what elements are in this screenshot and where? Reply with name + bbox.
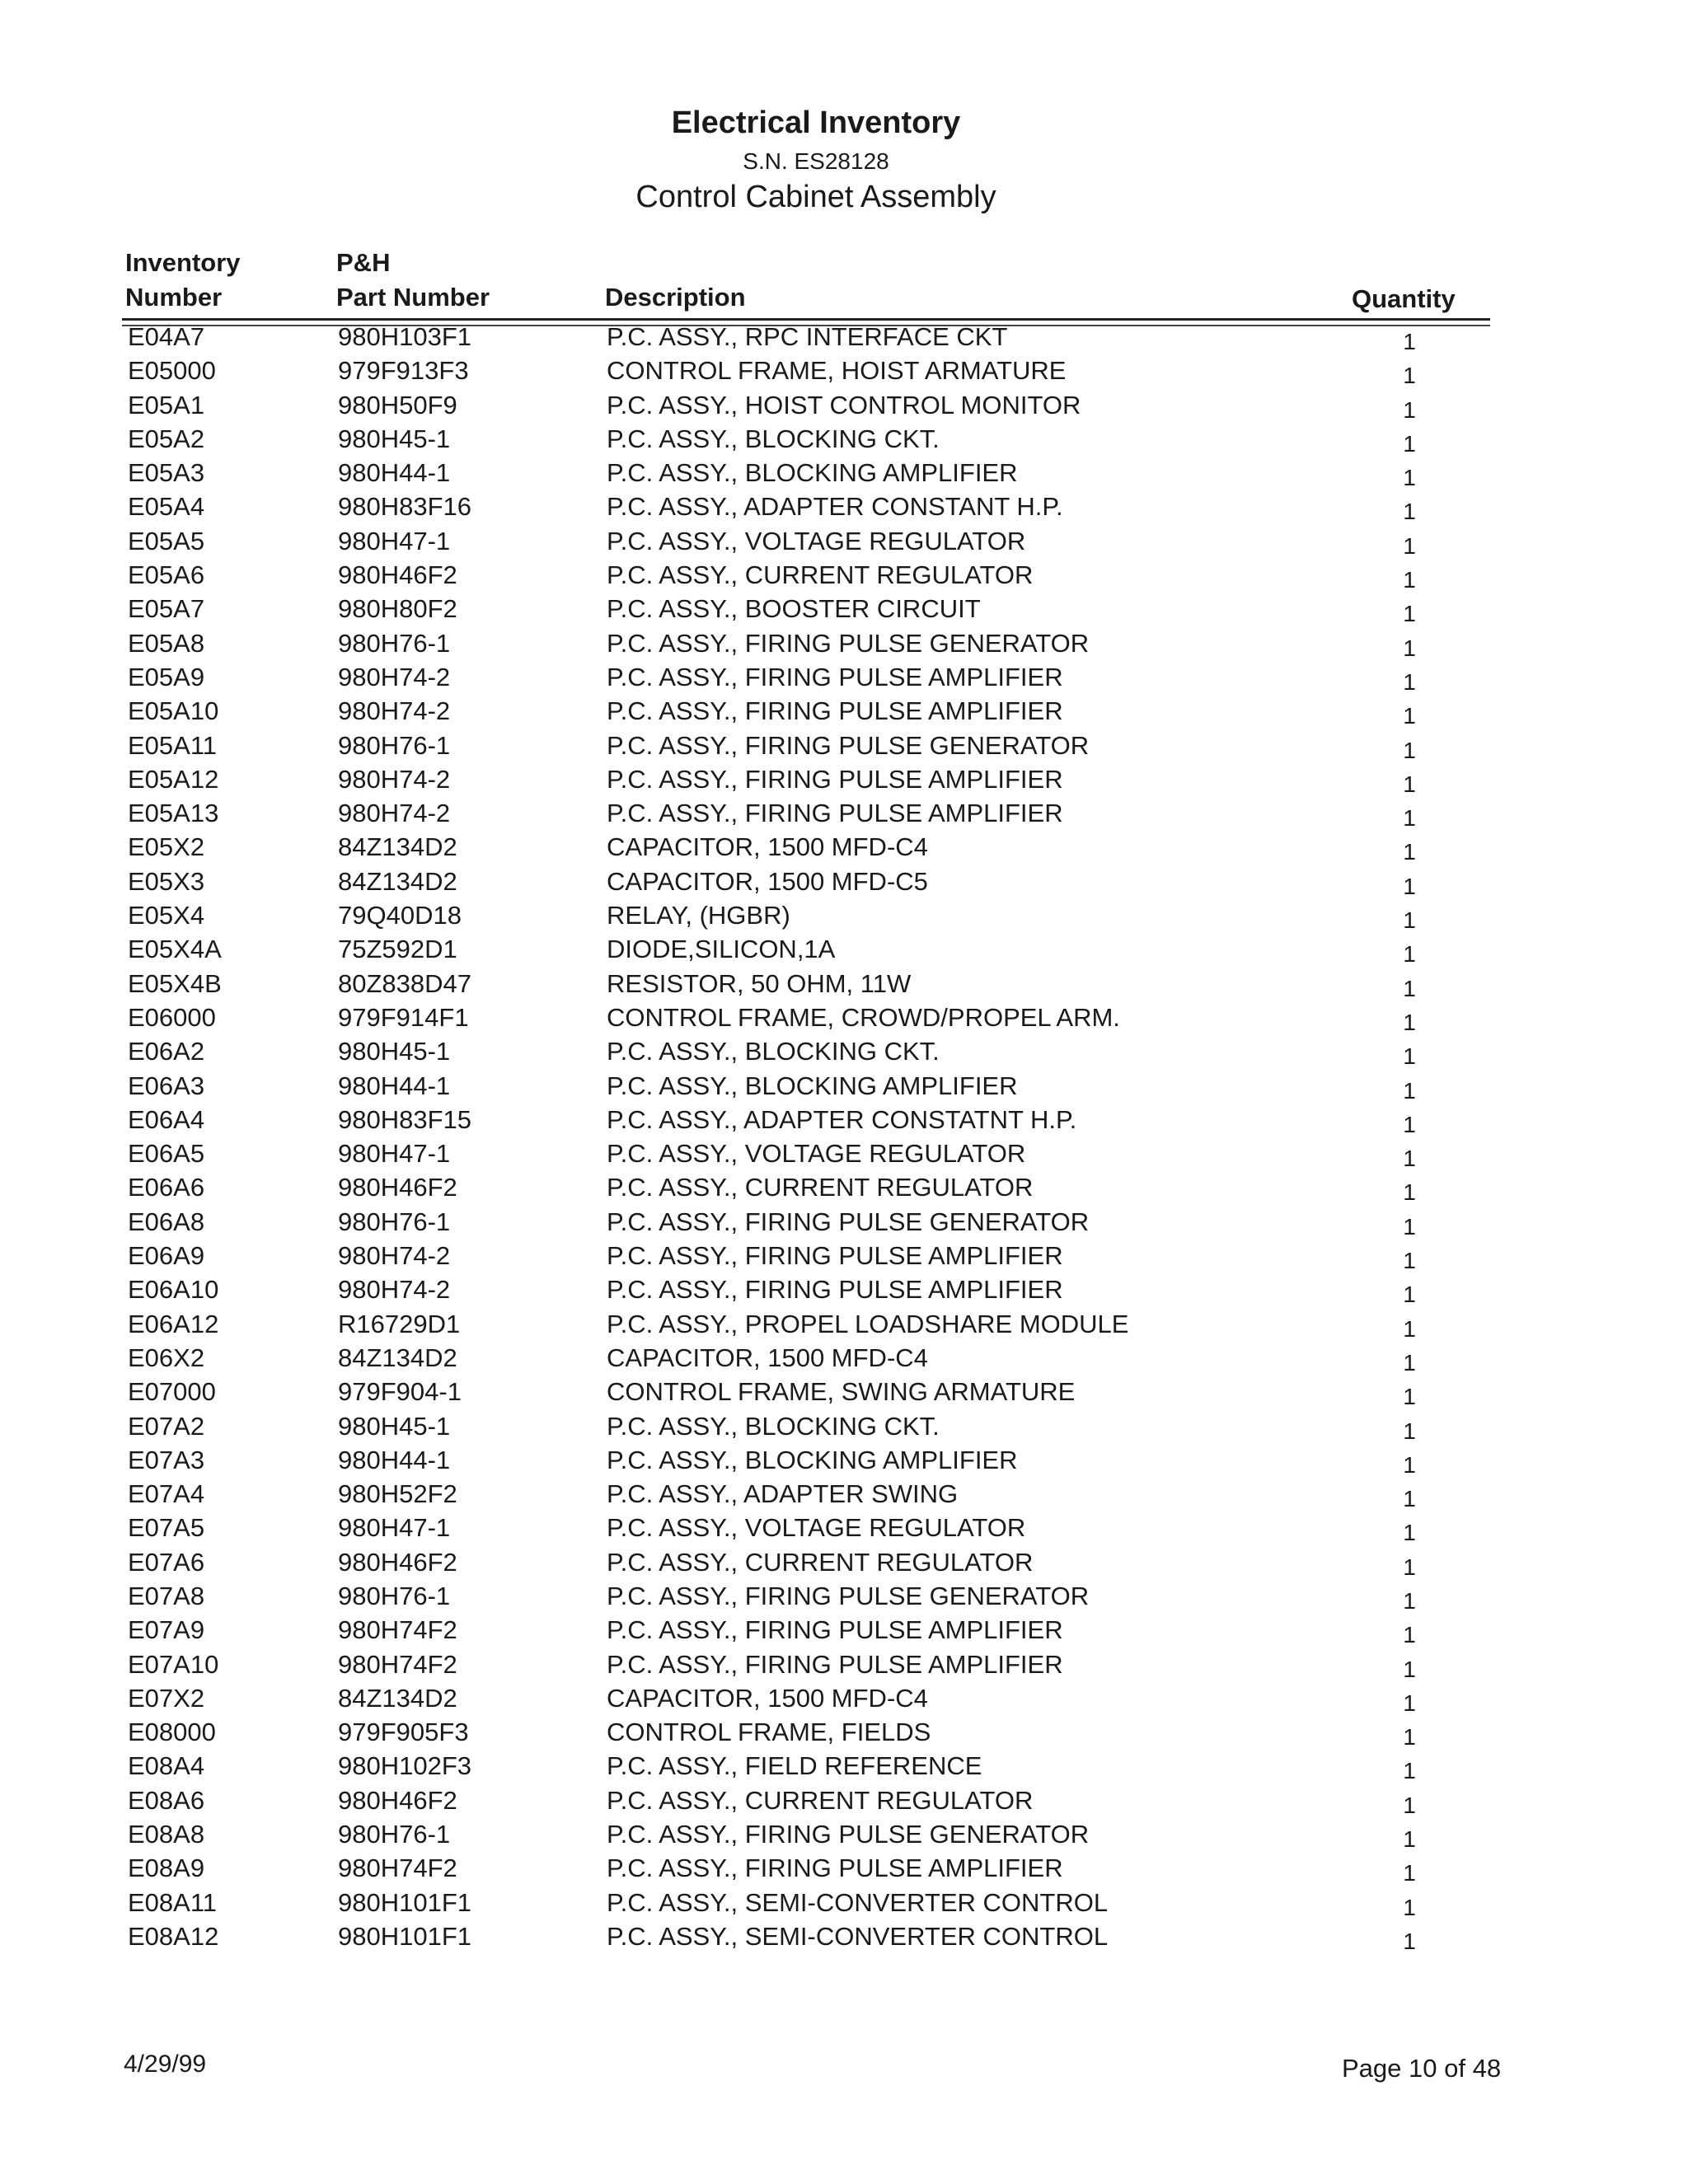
description-cell: P.C. ASSY., VOLTAGE REGULATOR bbox=[607, 1139, 1026, 1169]
part-number-cell: 980H76-1 bbox=[338, 1581, 451, 1610]
part-number-cell: 980H74F2 bbox=[338, 1854, 457, 1883]
quantity-cell: 1 bbox=[1403, 805, 1416, 832]
part-number-cell: 980H74-2 bbox=[338, 764, 451, 794]
part-number-cell: 980H76-1 bbox=[338, 730, 451, 760]
inventory-number-cell: E05X3 bbox=[128, 866, 205, 896]
table-row bbox=[0, 1443, 1688, 1477]
quantity-cell: 1 bbox=[1403, 430, 1416, 457]
inventory-number-cell: E06A12 bbox=[128, 1309, 219, 1338]
part-number-cell: 980H80F2 bbox=[338, 594, 457, 624]
inventory-number-cell: E05A6 bbox=[128, 560, 205, 590]
quantity-cell: 1 bbox=[1403, 1111, 1416, 1137]
description-cell: P.C. ASSY., BLOCKING AMPLIFIER bbox=[607, 458, 1018, 488]
description-cell: P.C. ASSY., FIRING PULSE AMPLIFIER bbox=[607, 1615, 1063, 1645]
table-row bbox=[0, 1886, 1688, 1919]
description-cell: P.C. ASSY., FIRING PULSE AMPLIFIER bbox=[607, 764, 1063, 794]
quantity-cell: 1 bbox=[1403, 1384, 1416, 1410]
inventory-number-cell: E08A11 bbox=[128, 1887, 218, 1917]
description-cell: P.C. ASSY., SEMI-CONVERTER CONTROL bbox=[607, 1921, 1109, 1951]
column-header-part-line2: Part Number bbox=[336, 283, 490, 312]
table-row bbox=[0, 1205, 1688, 1239]
table-row bbox=[0, 354, 1688, 387]
description-cell: P.C. ASSY., BLOCKING CKT. bbox=[607, 424, 940, 453]
part-number-cell: 980H74-2 bbox=[338, 1241, 451, 1271]
quantity-cell: 1 bbox=[1403, 499, 1416, 525]
table-row bbox=[0, 1239, 1688, 1272]
inventory-number-cell: E05A5 bbox=[128, 526, 205, 555]
quantity-cell: 1 bbox=[1403, 1792, 1416, 1818]
inventory-number-cell: E07A4 bbox=[128, 1479, 205, 1509]
table-row bbox=[0, 1851, 1688, 1885]
description-cell: DIODE,SILICON,1A bbox=[607, 935, 836, 964]
inventory-number-cell: E07A6 bbox=[128, 1547, 205, 1577]
table-row bbox=[0, 1170, 1688, 1204]
description-cell: CONTROL FRAME, HOIST ARMATURE bbox=[607, 356, 1067, 386]
table-row bbox=[0, 1477, 1688, 1511]
part-number-cell: 980H83F15 bbox=[338, 1104, 472, 1134]
part-number-cell: 980H47-1 bbox=[338, 1139, 451, 1169]
quantity-cell: 1 bbox=[1403, 1146, 1416, 1172]
inventory-number-cell: E06A3 bbox=[128, 1071, 205, 1100]
description-cell: P.C. ASSY., CURRENT REGULATOR bbox=[607, 1547, 1034, 1577]
part-number-cell: 980H46F2 bbox=[338, 560, 457, 590]
table-row bbox=[0, 729, 1688, 762]
part-number-cell: 980H74-2 bbox=[338, 1275, 451, 1305]
description-cell: P.C. ASSY., PROPEL LOADSHARE MODULE bbox=[607, 1309, 1129, 1338]
inventory-number-cell: E05X4B bbox=[128, 968, 222, 998]
quantity-cell: 1 bbox=[1403, 396, 1416, 423]
inventory-number-cell: E05A12 bbox=[128, 764, 219, 794]
quantity-cell: 1 bbox=[1403, 703, 1416, 729]
part-number-cell: 980H83F16 bbox=[338, 492, 472, 522]
table-row bbox=[0, 1647, 1688, 1681]
part-number-cell: 980H76-1 bbox=[338, 1207, 451, 1236]
table-row bbox=[0, 1681, 1688, 1715]
inventory-number-cell: E06A9 bbox=[128, 1241, 205, 1271]
quantity-cell: 1 bbox=[1403, 363, 1416, 389]
inventory-number-cell: E07A8 bbox=[128, 1581, 205, 1610]
quantity-cell: 1 bbox=[1403, 1928, 1416, 1954]
quantity-cell: 1 bbox=[1403, 907, 1416, 934]
column-header-part-number bbox=[336, 246, 490, 315]
part-number-cell: 979F905F3 bbox=[338, 1718, 469, 1747]
table-row bbox=[0, 388, 1688, 422]
quantity-cell: 1 bbox=[1403, 1520, 1416, 1546]
inventory-number-cell: E05A11 bbox=[128, 730, 218, 760]
part-number-cell: 980H103F1 bbox=[338, 322, 472, 351]
quantity-cell: 1 bbox=[1403, 873, 1416, 899]
quantity-cell: 1 bbox=[1403, 737, 1416, 763]
description-cell: P.C. ASSY., BLOCKING CKT. bbox=[607, 1037, 940, 1066]
description-cell: P.C. ASSY., BOOSTER CIRCUIT bbox=[607, 594, 981, 624]
table-row bbox=[0, 1511, 1688, 1544]
quantity-cell: 1 bbox=[1403, 329, 1416, 354]
inventory-number-cell: E08A6 bbox=[128, 1785, 205, 1815]
table-row bbox=[0, 694, 1688, 728]
description-cell: CONTROL FRAME, FIELDS bbox=[607, 1718, 931, 1747]
description-cell: CONTROL FRAME, SWING ARMATURE bbox=[607, 1377, 1076, 1407]
quantity-cell: 1 bbox=[1403, 1043, 1416, 1070]
table-row bbox=[0, 1103, 1688, 1137]
description-cell: CAPACITOR, 1500 MFD-C4 bbox=[607, 1343, 928, 1372]
inventory-number-cell: E05000 bbox=[128, 356, 216, 386]
table-row bbox=[0, 490, 1688, 523]
part-number-cell: 980H76-1 bbox=[338, 1820, 451, 1849]
column-header-inventory-number bbox=[125, 246, 241, 315]
part-number-cell: 979F913F3 bbox=[338, 356, 469, 386]
table-row bbox=[0, 592, 1688, 626]
description-cell: P.C. ASSY., FIRING PULSE AMPLIFIER bbox=[607, 799, 1063, 828]
footer-page-number: Page 10 of 48 bbox=[1342, 2054, 1502, 2083]
part-number-cell: 980H47-1 bbox=[338, 1513, 451, 1543]
document-subtitle: Control Cabinet Assembly bbox=[635, 180, 996, 214]
quantity-cell: 1 bbox=[1403, 1656, 1416, 1682]
part-number-cell: 979F904-1 bbox=[338, 1377, 462, 1407]
inventory-number-cell: E08A8 bbox=[128, 1820, 205, 1849]
part-number-cell: 980H52F2 bbox=[338, 1479, 457, 1509]
inventory-number-cell: E08000 bbox=[128, 1718, 216, 1747]
part-number-cell: 84Z134D2 bbox=[338, 832, 457, 862]
inventory-number-cell: E07A9 bbox=[128, 1615, 205, 1645]
inventory-number-cell: E08A12 bbox=[128, 1921, 219, 1951]
inventory-number-cell: E06A2 bbox=[128, 1037, 205, 1066]
table-row bbox=[0, 422, 1688, 456]
column-header-part-line1: P&H bbox=[336, 248, 391, 277]
quantity-cell: 1 bbox=[1403, 1587, 1416, 1614]
table-row bbox=[0, 1069, 1688, 1103]
part-number-cell: 980H74-2 bbox=[338, 662, 451, 691]
quantity-cell: 1 bbox=[1403, 1894, 1416, 1920]
part-number-cell: 75Z592D1 bbox=[338, 935, 457, 964]
quantity-cell: 1 bbox=[1403, 975, 1416, 1001]
part-number-cell: 980H45-1 bbox=[338, 1411, 451, 1441]
description-cell: P.C. ASSY., ADAPTER CONSTATNT H.P. bbox=[607, 1104, 1077, 1134]
inventory-number-cell: E06000 bbox=[128, 1002, 216, 1032]
part-number-cell: 980H50F9 bbox=[338, 390, 457, 419]
serial-number: S.N. ES28128 bbox=[743, 148, 889, 174]
table-row bbox=[0, 1919, 1688, 1953]
inventory-number-cell: E05A7 bbox=[128, 594, 205, 624]
part-number-cell: 979F914F1 bbox=[338, 1002, 469, 1032]
quantity-cell: 1 bbox=[1403, 532, 1416, 559]
description-cell: P.C. ASSY., FIRING PULSE AMPLIFIER bbox=[607, 662, 1063, 691]
quantity-cell: 1 bbox=[1403, 1690, 1416, 1716]
description-cell: P.C. ASSY., VOLTAGE REGULATOR bbox=[607, 1513, 1026, 1543]
description-cell: P.C. ASSY., BLOCKING AMPLIFIER bbox=[607, 1445, 1018, 1474]
table-row bbox=[0, 1375, 1688, 1408]
part-number-cell: 84Z134D2 bbox=[338, 1343, 457, 1372]
description-cell: P.C. ASSY., FIRING PULSE GENERATOR bbox=[607, 628, 1090, 658]
part-number-cell: 79Q40D18 bbox=[338, 901, 462, 930]
inventory-number-cell: E05A1 bbox=[128, 390, 205, 419]
part-number-cell: 980H46F2 bbox=[338, 1547, 457, 1577]
table-row bbox=[0, 1783, 1688, 1817]
quantity-cell: 1 bbox=[1403, 1860, 1416, 1886]
table-row bbox=[0, 1137, 1688, 1170]
table-row bbox=[0, 865, 1688, 898]
quantity-cell: 1 bbox=[1403, 1451, 1416, 1478]
part-number-cell: 980H44-1 bbox=[338, 1445, 451, 1474]
inventory-number-cell: E08A4 bbox=[128, 1751, 205, 1781]
document-title: Electrical Inventory bbox=[671, 105, 961, 140]
quantity-cell: 1 bbox=[1403, 1554, 1416, 1580]
part-number-cell: R16729D1 bbox=[338, 1309, 461, 1338]
inventory-number-cell: E05A3 bbox=[128, 458, 205, 488]
table-row bbox=[0, 1341, 1688, 1375]
quantity-cell: 1 bbox=[1403, 1282, 1416, 1308]
table-row bbox=[0, 320, 1688, 354]
inventory-number-cell: E07X2 bbox=[128, 1683, 205, 1713]
description-cell: P.C. ASSY., FIRING PULSE AMPLIFIER bbox=[607, 1241, 1063, 1271]
part-number-cell: 980H45-1 bbox=[338, 1037, 451, 1066]
part-number-cell: 84Z134D2 bbox=[338, 866, 457, 896]
description-cell: P.C. ASSY., FIRING PULSE GENERATOR bbox=[607, 730, 1090, 760]
inventory-number-cell: E06A8 bbox=[128, 1207, 205, 1236]
inventory-number-cell: E07A3 bbox=[128, 1445, 205, 1474]
quantity-cell: 1 bbox=[1403, 1418, 1416, 1444]
part-number-cell: 980H47-1 bbox=[338, 526, 451, 555]
table-row bbox=[0, 1272, 1688, 1306]
description-cell: P.C. ASSY., FIRING PULSE GENERATOR bbox=[607, 1581, 1090, 1610]
description-cell: P.C. ASSY., FIRING PULSE AMPLIFIER bbox=[607, 696, 1063, 726]
inventory-table bbox=[0, 320, 1688, 1953]
table-row bbox=[0, 558, 1688, 592]
table-row bbox=[0, 1034, 1688, 1068]
table-row bbox=[0, 456, 1688, 490]
part-number-cell: 84Z134D2 bbox=[338, 1683, 457, 1713]
footer-date: 4/29/99 bbox=[124, 2050, 207, 2078]
table-row bbox=[0, 796, 1688, 830]
part-number-cell: 980H45-1 bbox=[338, 424, 451, 453]
description-cell: P.C. ASSY., CURRENT REGULATOR bbox=[607, 560, 1034, 590]
part-number-cell: 980H44-1 bbox=[338, 1071, 451, 1100]
table-row bbox=[0, 1817, 1688, 1851]
description-cell: P.C. ASSY., FIELD REFERENCE bbox=[607, 1751, 982, 1781]
table-row bbox=[0, 626, 1688, 660]
quantity-cell: 1 bbox=[1403, 771, 1416, 797]
inventory-number-cell: E08A9 bbox=[128, 1854, 205, 1883]
inventory-number-cell: E05A10 bbox=[128, 696, 219, 726]
description-cell: P.C. ASSY., CURRENT REGULATOR bbox=[607, 1173, 1034, 1202]
inventory-number-cell: E05A4 bbox=[128, 492, 205, 522]
table-row bbox=[0, 1001, 1688, 1034]
quantity-cell: 1 bbox=[1403, 635, 1416, 661]
inventory-number-cell: E04A7 bbox=[128, 322, 205, 351]
description-cell: CAPACITOR, 1500 MFD-C5 bbox=[607, 866, 928, 896]
quantity-cell: 1 bbox=[1403, 839, 1416, 865]
quantity-cell: 1 bbox=[1403, 1315, 1416, 1342]
quantity-cell: 1 bbox=[1403, 1826, 1416, 1853]
part-number-cell: 980H74F2 bbox=[338, 1649, 457, 1679]
part-number-cell: 80Z838D47 bbox=[338, 968, 472, 998]
table-row bbox=[0, 524, 1688, 558]
description-cell: P.C. ASSY., FIRING PULSE GENERATOR bbox=[607, 1207, 1090, 1236]
table-row bbox=[0, 830, 1688, 864]
inventory-number-cell: E06A4 bbox=[128, 1104, 205, 1134]
inventory-number-cell: E06A10 bbox=[128, 1275, 219, 1305]
quantity-cell: 1 bbox=[1403, 1349, 1416, 1376]
description-cell: P.C. ASSY., SEMI-CONVERTER CONTROL bbox=[607, 1887, 1109, 1917]
quantity-cell: 1 bbox=[1403, 601, 1416, 627]
inventory-number-cell: E07A5 bbox=[128, 1513, 205, 1543]
quantity-cell: 1 bbox=[1403, 1077, 1416, 1104]
table-row bbox=[0, 1613, 1688, 1647]
inventory-number-cell: E05A8 bbox=[128, 628, 205, 658]
description-cell: P.C. ASSY., FIRING PULSE AMPLIFIER bbox=[607, 1649, 1063, 1679]
description-cell: RESISTOR, 50 OHM, 11W bbox=[607, 968, 912, 998]
part-number-cell: 980H102F3 bbox=[338, 1751, 472, 1781]
inventory-number-cell: E07A10 bbox=[128, 1649, 219, 1679]
description-cell: P.C. ASSY., FIRING PULSE GENERATOR bbox=[607, 1820, 1090, 1849]
part-number-cell: 980H46F2 bbox=[338, 1785, 457, 1815]
inventory-number-cell: E05A9 bbox=[128, 662, 205, 691]
table-row bbox=[0, 660, 1688, 694]
quantity-cell: 1 bbox=[1403, 941, 1416, 968]
description-cell: CAPACITOR, 1500 MFD-C4 bbox=[607, 832, 928, 862]
quantity-cell: 1 bbox=[1403, 465, 1416, 491]
table-row bbox=[0, 932, 1688, 966]
inventory-number-cell: E07000 bbox=[128, 1377, 216, 1407]
table-row bbox=[0, 1409, 1688, 1443]
description-cell: CAPACITOR, 1500 MFD-C4 bbox=[607, 1683, 928, 1713]
table-row bbox=[0, 1579, 1688, 1613]
inventory-number-cell: E05X4A bbox=[128, 935, 222, 964]
description-cell: P.C. ASSY., BLOCKING CKT. bbox=[607, 1411, 940, 1441]
description-cell: P.C. ASSY., FIRING PULSE AMPLIFIER bbox=[607, 1854, 1063, 1883]
table-row bbox=[0, 1715, 1688, 1749]
quantity-cell: 1 bbox=[1403, 668, 1416, 695]
quantity-cell: 1 bbox=[1403, 1009, 1416, 1035]
table-row bbox=[0, 1307, 1688, 1341]
quantity-cell: 1 bbox=[1403, 1248, 1416, 1274]
description-cell: P.C. ASSY., RPC INTERFACE CKT bbox=[607, 322, 1008, 351]
description-cell: P.C. ASSY., BLOCKING AMPLIFIER bbox=[607, 1071, 1018, 1100]
inventory-number-cell: E05A13 bbox=[128, 799, 219, 828]
part-number-cell: 980H74-2 bbox=[338, 799, 451, 828]
part-number-cell: 980H74-2 bbox=[338, 696, 451, 726]
quantity-cell: 1 bbox=[1403, 1758, 1416, 1784]
description-cell: CONTROL FRAME, CROWD/PROPEL ARM. bbox=[607, 1002, 1120, 1032]
part-number-cell: 980H74F2 bbox=[338, 1615, 457, 1645]
part-number-cell: 980H76-1 bbox=[338, 628, 451, 658]
table-row bbox=[0, 1545, 1688, 1579]
inventory-number-cell: E06A5 bbox=[128, 1139, 205, 1169]
inventory-number-cell: E06A6 bbox=[128, 1173, 205, 1202]
description-cell: RELAY, (HGBR) bbox=[607, 901, 790, 930]
part-number-cell: 980H46F2 bbox=[338, 1173, 457, 1202]
description-cell: P.C. ASSY., VOLTAGE REGULATOR bbox=[607, 526, 1026, 555]
column-header-inventory-line2: Number bbox=[125, 283, 223, 312]
inventory-number-cell: E07A2 bbox=[128, 1411, 205, 1441]
inventory-number-cell: E05X2 bbox=[128, 832, 205, 862]
quantity-cell: 1 bbox=[1403, 1179, 1416, 1206]
part-number-cell: 980H44-1 bbox=[338, 458, 451, 488]
table-row bbox=[0, 898, 1688, 932]
column-header-description: Description bbox=[605, 283, 746, 312]
quantity-cell: 1 bbox=[1403, 1213, 1416, 1240]
inventory-number-cell: E05X4 bbox=[128, 901, 205, 930]
quantity-cell: 1 bbox=[1403, 1724, 1416, 1750]
column-header-quantity: Quantity bbox=[1352, 284, 1456, 313]
table-row bbox=[0, 1749, 1688, 1783]
quantity-cell: 1 bbox=[1403, 567, 1416, 593]
inventory-number-cell: E06X2 bbox=[128, 1343, 205, 1372]
description-cell: P.C. ASSY., CURRENT REGULATOR bbox=[607, 1785, 1034, 1815]
description-cell: P.C. ASSY., ADAPTER CONSTANT H.P. bbox=[607, 492, 1063, 522]
description-cell: P.C. ASSY., HOIST CONTROL MONITOR bbox=[607, 390, 1081, 419]
table-row bbox=[0, 967, 1688, 1001]
table-row bbox=[0, 762, 1688, 796]
quantity-cell: 1 bbox=[1403, 1622, 1416, 1648]
quantity-cell: 1 bbox=[1403, 1486, 1416, 1512]
column-header-inventory-line1: Inventory bbox=[125, 248, 241, 277]
description-cell: P.C. ASSY., ADAPTER SWING bbox=[607, 1479, 959, 1509]
description-cell: P.C. ASSY., FIRING PULSE AMPLIFIER bbox=[607, 1275, 1063, 1305]
part-number-cell: 980H101F1 bbox=[338, 1921, 472, 1951]
inventory-number-cell: E05A2 bbox=[128, 424, 205, 453]
part-number-cell: 980H101F1 bbox=[338, 1887, 472, 1917]
